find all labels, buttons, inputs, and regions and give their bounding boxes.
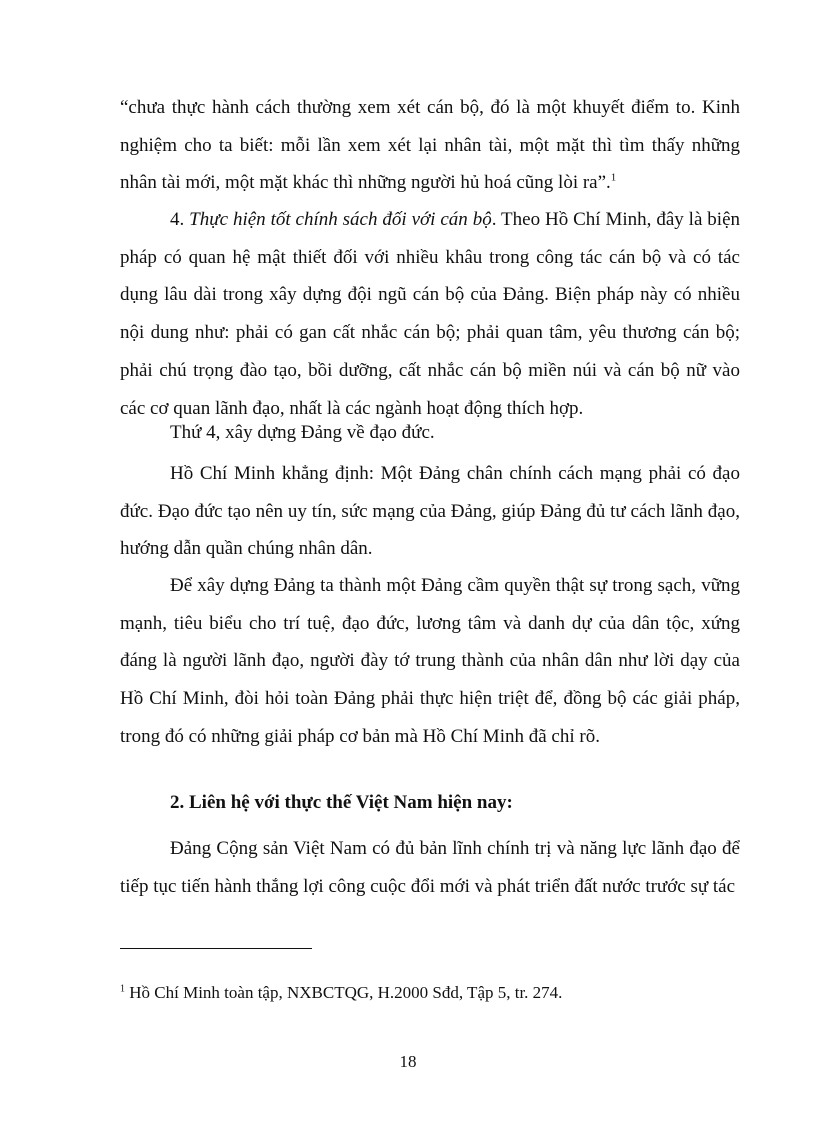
- quote-text: “chưa thực hành cách thường xem xét cán bộ, đó là một khuyết điểm to. Kinh nghiệm cho ta biết: mỗi lần xem xét lại nhân tài, một mặt thì tìm thấy những nhân tài mới, một mặt khác thì những người hủ hoá cũng lòi ra”.: [120, 97, 740, 194]
- section-heading: 2. Liên hệ với thực thế Việt Nam hiện nay:: [170, 792, 513, 813]
- paragraph-party-building: Để xây dựng Đảng ta thành một Đảng cầm quyền thật sự trong sạch, vững mạnh, tiêu biểu cho trí tuệ, đạo đức, lương tâm và danh dự của dân tộc, xứng đáng là người lãnh đạo, người đày tớ trung thành của nhân dân như lời dạy của Hồ Chí Minh, đòi hỏi toàn Đảng phải thực hiện triệt để, đồng bộ các giải pháp, trong đó có những giải pháp cơ bản mà Hồ Chí Minh đã chỉ rõ.: [120, 575, 740, 747]
- paragraph-ethics-intro: Thứ 4, xây dựng Đảng về đạo đức.: [170, 422, 435, 443]
- footnote: [120, 982, 740, 1004]
- footnote-marker: 1: [120, 983, 125, 995]
- page-number: 18: [399, 1052, 417, 1071]
- item-heading: Thực hiện tốt chính sách đối với cán bộ: [189, 209, 492, 230]
- item-number: 4.: [170, 209, 185, 230]
- footnote-separator: [120, 948, 312, 949]
- footnote-reference[interactable]: 1: [610, 172, 617, 185]
- paragraph-policy: [120, 201, 740, 427]
- paragraph-quote: [120, 89, 740, 202]
- footnote-text: Hồ Chí Minh toàn tập, NXBCTQG, H.2000 Sđd, Tập 5, tr. 274.: [129, 983, 563, 1002]
- paragraph-ethics: Hồ Chí Minh khẳng định: Một Đảng chân chính cách mạng phải có đạo đức. Đạo đức tạo nên uy tín, sức mạng của Đảng, giúp Đảng đủ tư cách lãnh đạo, hướng dẫn quần chúng nhân dân.: [120, 463, 740, 560]
- item-text: . Theo Hồ Chí Minh, đây là biện pháp có quan hệ mật thiết đối với nhiều khâu trong công tác cán bộ và có tác dụng lâu dài trong xây dựng đội ngũ cán bộ của Đảng. Biện pháp này có nhiều nội dung như: phải có gan cất nhắc cán bộ; phải quan tâm, yêu thương cán bộ; phải chú trọng đào tạo, bồi dưỡng, cất nhắc cán bộ miền núi và cán bộ nữ vào các cơ quan lãnh đạo, nhất là các ngành hoạt động thích hợp.: [120, 209, 741, 419]
- paragraph-vietnam: Đảng Cộng sản Việt Nam có đủ bản lĩnh chính trị và năng lực lãnh đạo để tiếp tục tiến hành thắng lợi công cuộc đổi mới và phát triển đất nước trước sự tác: [120, 838, 740, 897]
